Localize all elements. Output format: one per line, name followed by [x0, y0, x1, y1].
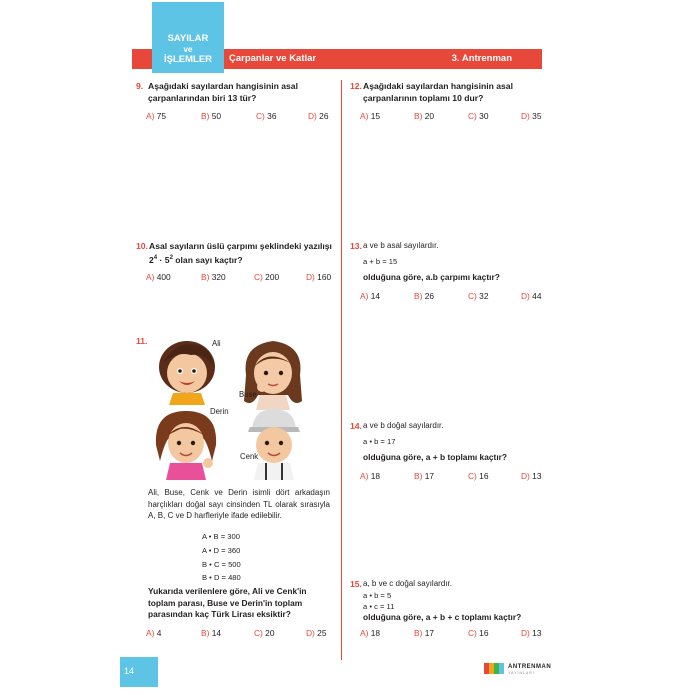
unit-tab-line2: ve — [183, 45, 193, 54]
option-b[interactable]: B) 17 — [414, 471, 435, 481]
option-a[interactable]: A) 18 — [360, 628, 381, 638]
option-d[interactable]: D) 160 — [306, 272, 332, 282]
option-a[interactable]: A) 15 — [360, 111, 381, 121]
equation: a • b = 17 — [363, 437, 396, 446]
option-b[interactable]: B) 26 — [414, 291, 435, 301]
equation: B • C = 500 — [202, 560, 241, 569]
question-11-prompt: Yukarıda verilenlere göre, Ali ve Cenk'in toplam parası, Buse ve Derin'in toplam parasından kaç Türk Lirası eksiktir? — [148, 586, 307, 619]
question-text: a ve b doğal sayılardır. — [363, 421, 444, 430]
question-number: 11. — [136, 336, 148, 346]
question-expression: $2^4 \cdot 5^2$ olan sayı kaçtır? — [149, 254, 243, 265]
derin-illustration — [150, 405, 222, 480]
option-a[interactable]: A) 4 — [146, 628, 162, 638]
equation: A • D = 360 — [202, 546, 241, 555]
publisher-logo — [484, 663, 564, 677]
equation: a • b = 5 — [363, 591, 392, 600]
question-10 — [136, 240, 336, 265]
question-number: 10. — [136, 241, 148, 251]
kid-label-buse: Buse — [239, 390, 257, 399]
equation: A • B = 300 — [202, 532, 240, 541]
option-a[interactable]: A) 75 — [146, 111, 167, 121]
option-b[interactable]: B) 320 — [201, 272, 226, 282]
logo-subtext: YAYINLARI — [508, 671, 535, 675]
option-c[interactable]: C) 36 — [256, 111, 277, 121]
question-12 — [350, 80, 545, 103]
kid-label-cenk: Cenk — [240, 452, 259, 461]
option-d[interactable]: D) 35 — [521, 111, 542, 121]
logo-text: ANTRENMAN — [508, 664, 552, 670]
question-13-prompt: olduğuna göre, a.b çarpımı kaçtır? — [363, 272, 500, 282]
section-title: 3. Antrenman — [451, 53, 512, 64]
option-b[interactable]: B) 50 — [201, 111, 222, 121]
topic-title: Çarpanlar ve Katlar — [229, 53, 317, 64]
option-c[interactable]: C) 16 — [468, 628, 489, 638]
option-c[interactable]: C) 200 — [254, 272, 280, 282]
question-number: 13. — [350, 241, 362, 251]
question-13 — [350, 240, 545, 252]
question-number: 15. — [350, 579, 362, 589]
question-11 — [136, 335, 147, 347]
option-a[interactable]: A) 400 — [146, 272, 171, 282]
page-number: 14 — [120, 657, 158, 687]
ali-illustration — [155, 335, 220, 405]
question-text: a, b ve c doğal sayılardır. — [363, 579, 452, 588]
option-d[interactable]: D) 25 — [306, 628, 327, 638]
option-b[interactable]: B) 20 — [414, 111, 435, 121]
kid-label-ali: Ali — [212, 339, 221, 348]
option-b[interactable]: B) 14 — [201, 628, 222, 638]
equation: a + b = 15 — [363, 257, 398, 266]
question-14-prompt: olduğuna göre, a + b toplamı kaçtır? — [363, 452, 508, 462]
question-number: 9. — [136, 81, 144, 91]
option-c[interactable]: C) 20 — [254, 628, 275, 638]
question-15 — [350, 578, 545, 590]
unit-tab-line3: İŞLEMLER — [163, 54, 213, 65]
unit-tab — [152, 2, 224, 73]
cenk-illustration — [244, 405, 304, 480]
question-text: Aşağıdaki sayılardan hangisinin asal çarpanlarından biri 13 tür? — [148, 81, 298, 103]
option-b[interactable]: B) 17 — [414, 628, 435, 638]
option-a[interactable]: A) 18 — [360, 471, 381, 481]
question-number: 12. — [350, 81, 362, 91]
option-d[interactable]: D) 13 — [521, 628, 542, 638]
question-9 — [136, 80, 336, 103]
column-divider — [341, 80, 342, 660]
question-15-prompt: olduğuna göre, a + b + c toplamı kaçtır? — [363, 612, 522, 622]
option-d[interactable]: D) 44 — [521, 291, 542, 301]
equation: B • D = 480 — [202, 573, 241, 582]
question-text: Asal sayıların üslü çarpımı şeklindeki yazılışı — [149, 241, 332, 251]
question-11-text: Ali, Buse, Cenk ve Derin isimli dört arkadaşın harçlıkları doğal sayı cinsinden TL olarak sırasıyla A, B, C ve D harfleriyle ifade edilebilir. — [148, 488, 330, 520]
question-number: 14. — [350, 421, 362, 431]
option-d[interactable]: D) 13 — [521, 471, 542, 481]
unit-tab-line1: SAYILAR — [167, 33, 209, 44]
option-c[interactable]: C) 16 — [468, 471, 489, 481]
question-text: a ve b asal sayılardır. — [363, 241, 439, 250]
question-text: Aşağıdaki sayılardan hangisinin asal çarpanlarının toplamı 10 dur? — [363, 81, 513, 103]
option-c[interactable]: C) 30 — [468, 111, 489, 121]
option-c[interactable]: C) 32 — [468, 291, 489, 301]
option-a[interactable]: A) 14 — [360, 291, 381, 301]
question-14 — [350, 420, 545, 432]
option-d[interactable]: D) 26 — [308, 111, 329, 121]
equation: a • c = 11 — [363, 602, 395, 611]
kid-label-derin: Derin — [210, 407, 229, 416]
